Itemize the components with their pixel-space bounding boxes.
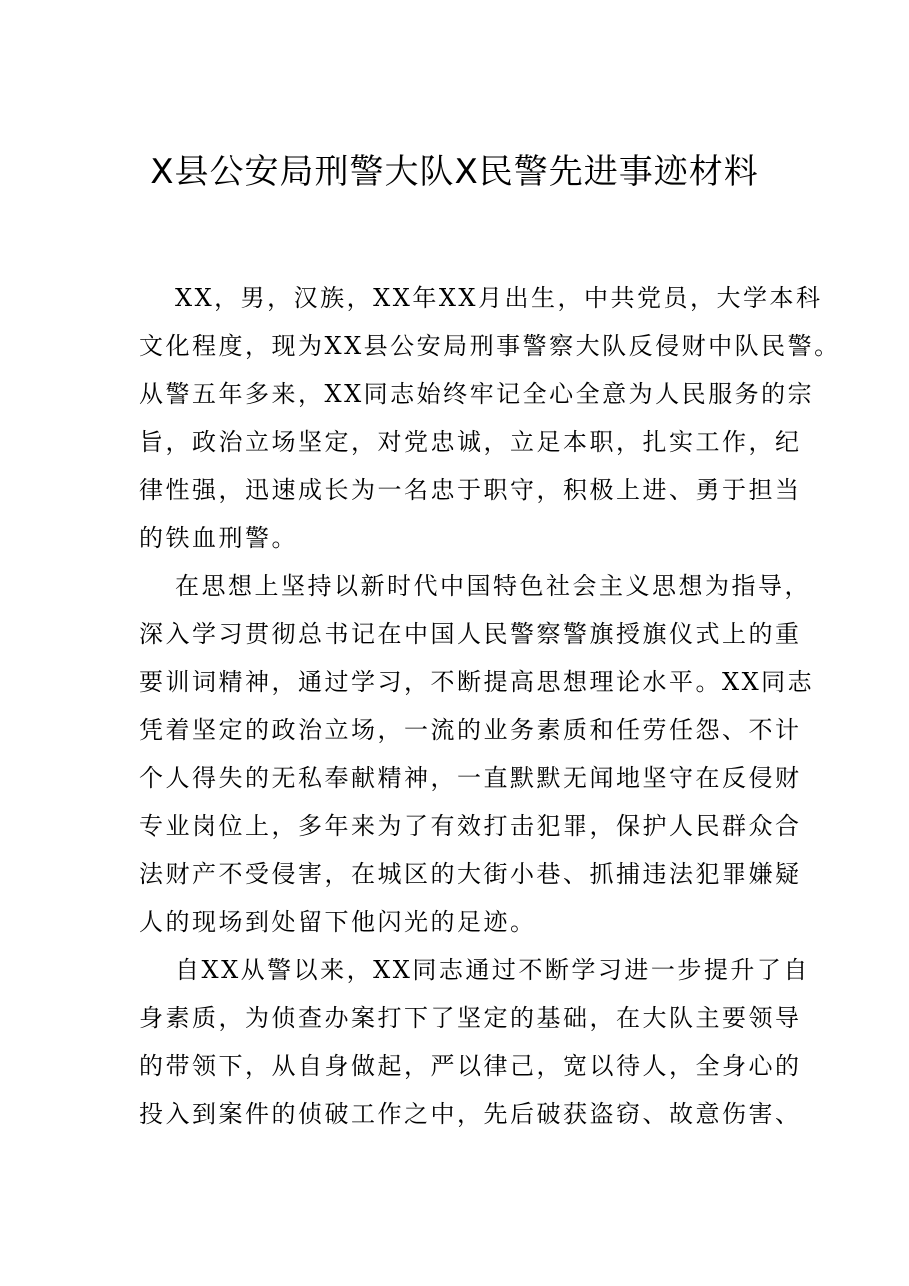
paragraph-line: 要训词精神，通过学习，不断提高思想理论水平。XX同志 bbox=[139, 668, 815, 696]
paragraph-line: 律性强，迅速成长为一名忠于职守，积极上进、勇于担当 bbox=[139, 476, 802, 504]
document-body bbox=[139, 274, 841, 1138]
paragraph-line: 个人得失的无私奉献精神，一直默默无闻地坚守在反侵财 bbox=[139, 764, 802, 792]
paragraph-line: 的带领下，从自身做起，严以律己，宽以待人，全身心的 bbox=[139, 1052, 802, 1080]
paragraph-line: 人的现场到处留下他闪光的足迹。 bbox=[139, 908, 537, 936]
paragraph-line: 从警五年多来，XX同志始终牢记全心全意为人民服务的宗 bbox=[139, 380, 815, 408]
paragraph-line: 旨，政治立场坚定，对党忠诚，立足本职，扎实工作，纪 bbox=[139, 428, 802, 456]
paragraph-line: 文化程度，现为XX县公安局刑事警察大队反侵财中队民警。 bbox=[139, 332, 841, 360]
paragraph-line: 专业岗位上，多年来为了有效打击犯罪，保护人民群众合 bbox=[139, 812, 802, 840]
paragraph-line: 的铁血刑警。 bbox=[139, 524, 298, 552]
paragraph-2 bbox=[139, 562, 815, 946]
paragraph-line: 在思想上坚持以新时代中国特色社会主义思想为指导， bbox=[175, 572, 811, 600]
paragraph-line: XX，男，汉族，XX年XX月出生，中共党员，大学本科 bbox=[175, 284, 823, 312]
paragraph-line: 法财产不受侵害，在城区的大街小巷、抓捕违法犯罪嫌疑 bbox=[139, 860, 802, 888]
paragraph-line: 投入到案件的侦破工作之中，先后破获盗窃、故意伤害、 bbox=[139, 1100, 802, 1128]
paragraph-line: 深入学习贯彻总书记在中国人民警察警旗授旗仪式上的重 bbox=[139, 620, 802, 648]
paragraph-3 bbox=[139, 946, 810, 1138]
document-title: X县公安局刑警大队X民警先进事迹材料 bbox=[150, 152, 759, 192]
paragraph-line: 凭着坚定的政治立场，一流的业务素质和任劳任怨、不计 bbox=[139, 716, 802, 744]
paragraph-line: 身素质，为侦查办案打下了坚定的基础，在大队主要领导 bbox=[139, 1004, 802, 1032]
paragraph-1 bbox=[139, 274, 841, 562]
paragraph-line: 自XX从警以来，XX同志通过不断学习进一步提升了自 bbox=[175, 956, 810, 984]
